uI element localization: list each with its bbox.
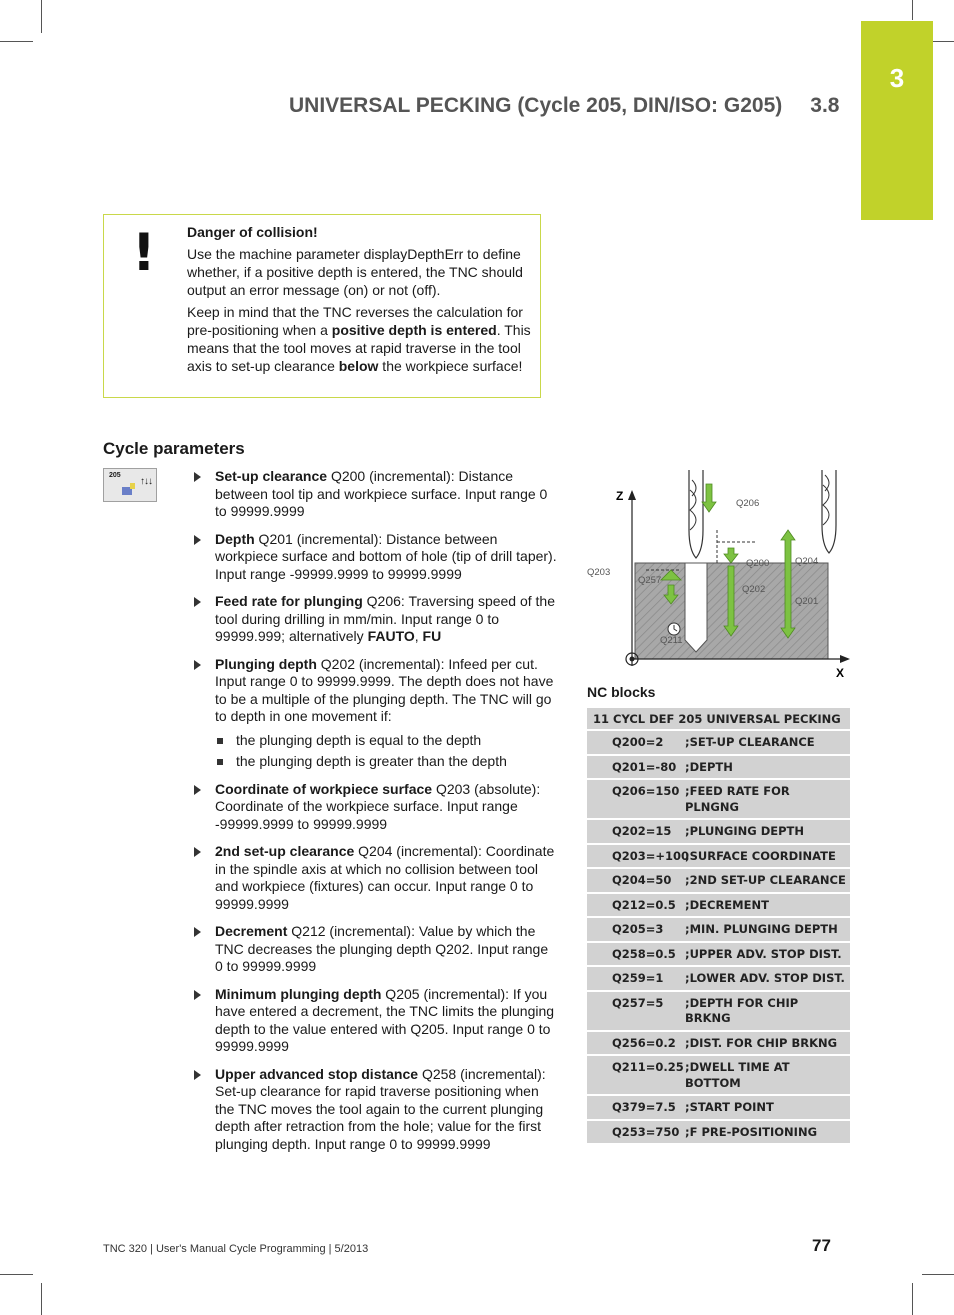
cycle-softkey[interactable]	[103, 468, 157, 502]
bullet-arrow-icon	[194, 535, 201, 545]
param-item	[194, 1066, 558, 1154]
warning-text: Keep in mind that the TNC reverses the calculation for pre-positioning when a	[187, 304, 523, 338]
crop-mark	[0, 1274, 33, 1275]
param-item	[194, 656, 558, 771]
nc-comment: ;PLUNGING DEPTH	[685, 824, 804, 838]
nc-row	[587, 1096, 850, 1119]
nc-row	[587, 943, 850, 966]
nc-row	[587, 731, 850, 754]
param-name: Decrement	[215, 923, 288, 939]
nc-comment: ;UPPER ADV. STOP DIST.	[685, 946, 842, 961]
param-keyword: FAUTO	[367, 628, 415, 644]
label-q201: Q201	[795, 596, 819, 607]
nc-param: Q202=15	[612, 824, 672, 838]
crop-mark	[0, 41, 33, 42]
drill-tool	[689, 470, 703, 558]
nc-blocks-title: NC blocks	[587, 684, 656, 700]
nc-param: Q253=750	[612, 1124, 680, 1139]
arrow-q200	[724, 548, 738, 563]
nc-row	[587, 992, 850, 1030]
bullet-arrow-icon	[194, 660, 201, 670]
parameter-list	[194, 468, 558, 1163]
warning-text: . This means that the tool moves at rapid traverse in the tool axis to set-up clearance	[187, 322, 531, 374]
param-name: Upper advanced stop distance	[215, 1065, 419, 1082]
label-q204: Q204	[795, 556, 819, 567]
nc-param: Q204=50	[612, 873, 672, 887]
crop-mark	[933, 41, 954, 42]
header-title: UNIVERSAL PECKING (Cycle 205, DIN/ISO: G205)	[289, 94, 783, 117]
param-name: Depth	[215, 530, 255, 547]
warning-paragraph	[187, 303, 537, 375]
page-number: 77	[812, 1236, 831, 1255]
label-q211: Q211	[660, 635, 683, 646]
param-desc: ,	[414, 628, 423, 644]
nc-header-row: 11 CYCL DEF 205 UNIVERSAL PECKING	[587, 708, 850, 729]
origin-symbol	[630, 657, 635, 662]
nc-param: Q212=0.5	[612, 897, 676, 912]
page-footer: TNC 320 | User's Manual Cycle Programming | 5/2013	[103, 1243, 369, 1255]
warning-box	[103, 214, 541, 398]
sub-text: the plunging depth is greater than the depth	[236, 753, 507, 769]
sub-item	[215, 753, 558, 771]
section-title: Cycle parameters	[103, 439, 245, 458]
param-desc: Q212 (incremental): Value by which the TNC decreases the plunging depth Q202. Input range 0 to 99999.9999	[215, 923, 549, 974]
param-keyword: FU	[422, 628, 442, 644]
nc-param: Q257=5	[612, 995, 664, 1010]
nc-blocks-table	[587, 708, 850, 1145]
exclamation-icon: !	[132, 223, 156, 283]
param-item	[194, 593, 558, 646]
nc-row	[587, 869, 850, 892]
nc-comment: ;MIN. PLUNGING DEPTH	[685, 922, 838, 936]
nc-row	[587, 967, 850, 990]
softkey-label: 205	[109, 472, 121, 479]
softkey-graphic	[130, 483, 135, 489]
warning-body	[187, 223, 537, 379]
running-header	[289, 94, 839, 118]
nc-comment: ;DEPTH	[685, 759, 733, 774]
bullet-arrow-icon	[194, 990, 201, 1000]
bullet-arrow-icon	[194, 1070, 201, 1080]
nc-row	[587, 1032, 850, 1055]
label-q257: Q257	[638, 575, 662, 586]
nc-comment: ;F PRE-POSITIONING	[685, 1124, 818, 1139]
crop-mark	[41, 1283, 42, 1315]
bullet-arrow-icon	[194, 927, 201, 937]
pecking-diagram	[586, 470, 856, 680]
param-desc: Q206: Traversing speed of the tool during drilling in mm/min. Input range 0 to 99999.999; alternatively	[215, 593, 556, 644]
param-name: Plunging depth	[215, 655, 317, 672]
nc-row	[587, 820, 850, 843]
nc-param: Q258=0.5	[612, 946, 676, 961]
nc-param: Q206=150	[612, 784, 680, 798]
nc-comment: ;DIST. FOR CHIP BRKNG	[685, 1035, 838, 1050]
nc-param: Q259=1	[612, 971, 664, 985]
warning-title: Danger of collision!	[187, 224, 318, 240]
nc-row	[587, 756, 850, 779]
param-desc: Q204 (incremental): Coordinate in the spindle axis at which no collision between tool and workpiece (fixtures) can occur. Input range 0 to 99999.9999	[215, 843, 555, 912]
warning-paragraph: Use the machine parameter displayDepthErr to define whether, if a positive depth is entered, the TNC should output an error message (on) or not (off).	[187, 246, 523, 298]
param-name: Set-up clearance	[215, 468, 328, 484]
param-desc: Q203 (absolute): Coordinate of the workpiece surface. Input range -99999.9999 to 99999.9999	[215, 780, 541, 832]
crop-mark	[41, 0, 42, 33]
crop-mark	[922, 1274, 954, 1275]
param-item	[194, 986, 558, 1056]
nc-comment: ;2ND SET-UP CLEARANCE	[685, 873, 846, 887]
nc-comment: ;LOWER ADV. STOP DIST.	[685, 971, 845, 985]
label-q200: Q200	[746, 558, 770, 569]
warning-emphasis: positive depth is entered	[331, 322, 497, 338]
x-axis-label: X	[836, 666, 845, 680]
nc-param: Q205=3	[612, 922, 664, 936]
nc-row	[587, 1056, 850, 1094]
square-bullet-icon	[217, 759, 223, 765]
chapter-tab	[861, 21, 933, 220]
param-name: Feed rate for plunging	[215, 593, 363, 609]
nc-comment: ;FEED RATE FOR PLNGNG	[685, 784, 790, 814]
sub-text: the plunging depth is equal to the depth	[236, 731, 482, 748]
param-desc: Q202 (incremental): Infeed per cut. Input range 0 to 99999.9999. The depth does not have to be a multiple of the plunging depth. The TNC will go to depth in one movement if:	[215, 655, 554, 724]
param-desc: Q205 (incremental): If you have entered a decrement, the TNC limits the plunging depth to the value entered with Q205. Input range 0 to 99999.9999	[215, 985, 555, 1054]
square-bullet-icon	[217, 738, 223, 744]
param-desc: Q200 (incremental): Distance between tool tip and workpiece surface. Input range 0 to 99999.9999	[215, 468, 548, 519]
drilled-hole	[685, 563, 707, 652]
nc-row	[587, 918, 850, 941]
nc-row	[587, 1121, 850, 1144]
header-section: 3.8	[810, 94, 840, 117]
nc-param: Q256=0.2	[612, 1035, 676, 1050]
param-name: Coordinate of workpiece surface	[215, 780, 433, 797]
param-item	[194, 781, 558, 834]
nc-param: Q200=2	[612, 735, 664, 749]
param-item	[194, 531, 558, 584]
param-name: 2nd set-up clearance	[215, 843, 355, 859]
param-desc: Q201 (incremental): Distance between workpiece surface and bottom of hole (tip of drill taper). Input range -99999.9999 to 99999.9999	[215, 530, 557, 582]
softkey-arrows: ↑↓↓	[140, 476, 152, 487]
nc-row	[587, 894, 850, 917]
label-q203: Q203	[587, 567, 611, 578]
label-q202: Q202	[742, 584, 766, 595]
z-axis-label: Z	[616, 489, 624, 503]
sub-item	[215, 732, 558, 750]
nc-param: Q379=7.5	[612, 1100, 676, 1114]
nc-comment: ;DEPTH FOR CHIP BRKNG	[685, 995, 799, 1025]
arrow-q206	[702, 484, 716, 512]
nc-param: Q201=-80	[612, 759, 677, 774]
bullet-arrow-icon	[194, 597, 201, 607]
bullet-arrow-icon	[194, 472, 201, 482]
nc-comment: ;SET-UP CLEARANCE	[685, 735, 815, 749]
nc-comment: ;DECREMENT	[685, 897, 769, 912]
param-desc: Q258 (incremental): Set-up clearance for rapid traverse positioning when the TNC moves the tool again to the current plunging depth after retraction from the hole; value for the first plunging depth. Input range 0 to 99999.9999	[215, 1065, 546, 1152]
param-item	[194, 843, 558, 913]
param-item	[194, 468, 558, 521]
crop-mark	[912, 0, 913, 20]
crop-mark	[912, 1283, 913, 1315]
nc-param: Q211=0.25	[612, 1060, 684, 1074]
nc-comment: ;DWELL TIME AT BOTTOM	[685, 1060, 790, 1090]
x-axis-arrowhead	[840, 655, 850, 663]
nc-param: Q203=+100	[612, 848, 690, 863]
nc-row	[587, 845, 850, 868]
label-q206: Q206	[736, 498, 760, 509]
nc-comment: ;START POINT	[685, 1100, 774, 1114]
param-name: Minimum plunging depth	[215, 985, 382, 1002]
chapter-number: 3	[889, 63, 905, 93]
bullet-arrow-icon	[194, 847, 201, 857]
warning-text: the workpiece surface!	[378, 358, 523, 374]
nc-row	[587, 780, 850, 818]
bullet-arrow-icon	[194, 785, 201, 795]
z-axis-arrowhead	[628, 490, 636, 500]
warning-emphasis: below	[338, 358, 379, 374]
nc-comment: ;SURFACE COORDINATE	[685, 848, 836, 863]
sub-list	[215, 732, 558, 771]
param-item	[194, 923, 558, 976]
